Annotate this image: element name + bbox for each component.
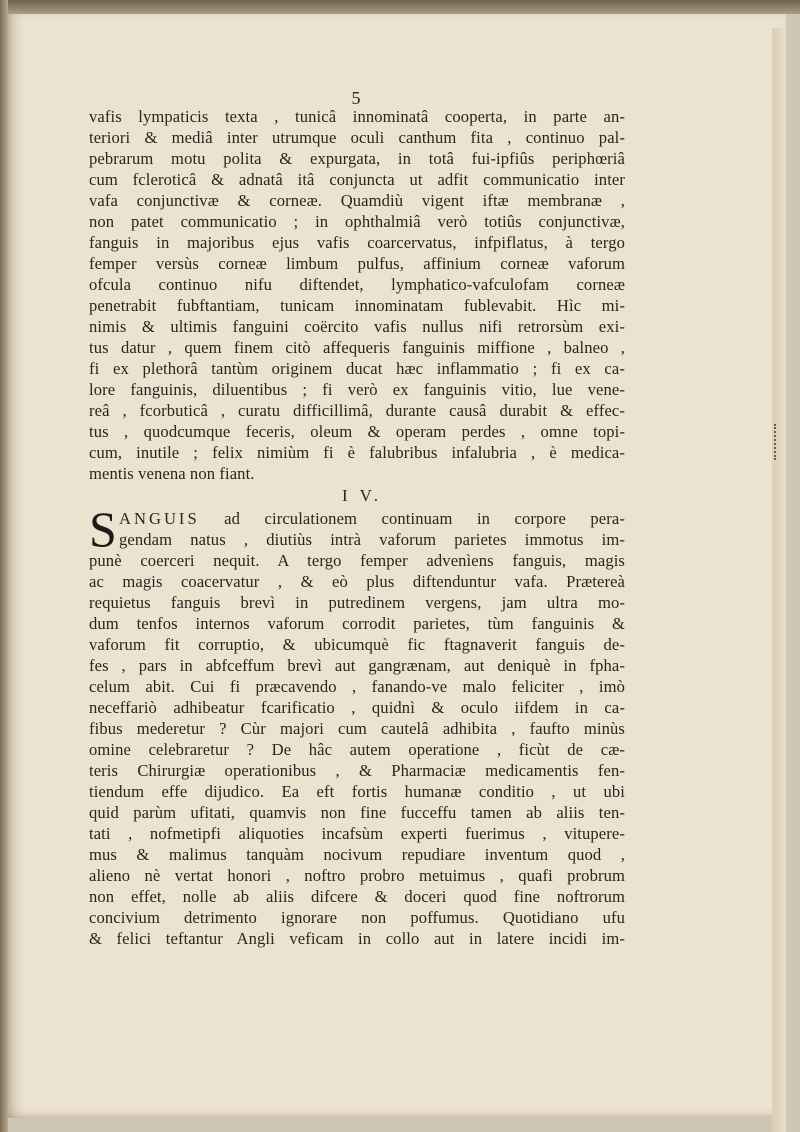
paragraph-line: teriori & mediâ inter utrumque oculi canthum fita , continuo pal- (89, 128, 625, 147)
paragraph-line: fes , pars in abfceffum brevì aut gangrænam, aut deniquè in fpha- (89, 656, 625, 675)
paragraph-line: teris Chirurgiæ operationibus , & Pharmaciæ medicamentis fen- (89, 761, 625, 780)
paragraph-line: ofcula continuo nifu diftendet, lymphatico-vafculofam corneæ (89, 275, 625, 294)
section-heading: I V. (342, 486, 382, 505)
paragraph-two (89, 550, 625, 949)
paragraph-line: femper versùs corneæ limbum pulfus, affinium corneæ vaforum (89, 254, 625, 273)
paragraph-line: tati , nofmetipfi aliquoties incafsùm experti fuerimus , vitupere- (89, 824, 625, 843)
paragraph-line: dum tenfos internos vaforum corrodit parietes, tùm fanguinis & (89, 614, 625, 633)
paragraph-line: omine celebraretur ? De hâc autem operatione , ficùt de cæ- (89, 740, 625, 759)
paragraph-line: tus datur , quem finem citò affequeris fanguinis miffione , balneo , (89, 338, 625, 357)
page-number: 5 (351, 88, 361, 108)
paragraph-line: punè coerceri nequit. A tergo femper advenìens fanguis, magis (89, 551, 625, 570)
first-word: ANGUIS (119, 509, 200, 528)
paragraph-line: quid parùm ufitati, quamvis non fine fucceffu tamen ab aliis ten- (89, 803, 625, 822)
paragraph-line: tus , quodcumque feceris, oleum & operam perdes , omne topi- (89, 422, 625, 441)
paragraph-line: gendam natus , diutiùs intrà vaforum parietes immotus im- (119, 530, 625, 549)
paragraph-line: concivium detrimento ignorare non poffumus. Quotidiano ufu (89, 908, 625, 927)
page-right-edge (772, 28, 786, 1132)
paragraph-line: & felici teftantur Angli veficam in collo aut in latere incidi im- (89, 929, 625, 948)
paragraph-line: mentis venena non fiant. (89, 464, 255, 483)
paragraph-line: mus & malimus tanquàm nocivum repudiare inventum quod , (89, 845, 625, 864)
paragraph-line: cum, inutile ; felix nimiùm fi è falubribus infalubria , è medica- (89, 443, 625, 462)
paragraph-line: cum fcleroticâ & adnatâ itâ conjuncta ut adfit communicatio inter (89, 170, 625, 189)
book-top-edge (0, 0, 800, 14)
paragraph-two-opening (89, 501, 625, 557)
paragraph-line (89, 508, 625, 529)
paragraph-line: non effet, nolle ab aliis difcere & doceri quod fine noftrorum (89, 887, 625, 906)
paragraph-line: tiendum effe dijudico. Ea eft fortis humanæ conditio , ut ubi (89, 782, 625, 801)
first-line-text: ad circulationem continuam in corpore pera- (199, 509, 625, 528)
paragraph-one (89, 106, 625, 484)
paragraph-line: alieno nè vertat honori , noftro probro metuimus , quafi probrum (89, 866, 625, 885)
paragraph-line: fi ex plethorâ tantùm originem ducat hæc inflammatio ; fi ex ca- (89, 359, 625, 378)
paragraph-line: vaforum fit corruptio, & ubicumquè fic ftagnaverit fanguis de- (89, 635, 625, 654)
paragraph-line: non patet communicatio ; in ophthalmiâ verò totiûs conjunctivæ, (89, 212, 625, 231)
text-block (89, 106, 625, 949)
paragraph-line: nimis & ultimis fanguini coërcito vafis nullus nifi retrorsùm exi- (89, 317, 625, 336)
paragraph-line: reâ , fcorbuticâ , curatu difficillimâ, durante causâ durabit & effec- (89, 401, 625, 420)
margin-mark (774, 424, 784, 460)
paragraph-line: vafa conjunctivæ & corneæ. Quamdiù vigent iftæ membranæ , (89, 191, 625, 210)
drop-cap: S (89, 501, 117, 557)
book-spine-shadow (0, 0, 8, 1132)
paragraph-line: celum abit. Cui fi præcavendo , fanando-ve malo feliciter , imò (89, 677, 625, 696)
paragraph-line: requietus fanguis brevì in putredinem vergens, jam ultra mo- (89, 593, 625, 612)
paragraph-line: vafis lympaticis texta , tunicâ innominatâ cooperta, in parte an- (89, 107, 625, 126)
paragraph-line: ac magis coacervatur , & eò plus diftenduntur vafa. Prætereà (89, 572, 625, 591)
paragraph-line: fanguis in majoribus ejus vafis coarcervatus, infpiflatus, à tergo (89, 233, 625, 252)
paragraph-line: neceffariò adhibeatur fcarificatio , quidnì & oculo iifdem in ca- (89, 698, 625, 717)
paragraph-line: fibus mederetur ? Cùr majori cum cautelâ adhibita , faufto minùs (89, 719, 625, 738)
paragraph-line: pebrarum motu polita & expurgata, in totâ fui-ipfiûs periphœriâ (89, 149, 625, 168)
paragraph-line: lore fanguinis, diluentibus ; fi verò ex fanguinis vitio, lue vene- (89, 380, 625, 399)
paragraph-line: penetrabit fubftantiam, tunicam innominatam fublevabit. Hìc mi- (89, 296, 625, 315)
